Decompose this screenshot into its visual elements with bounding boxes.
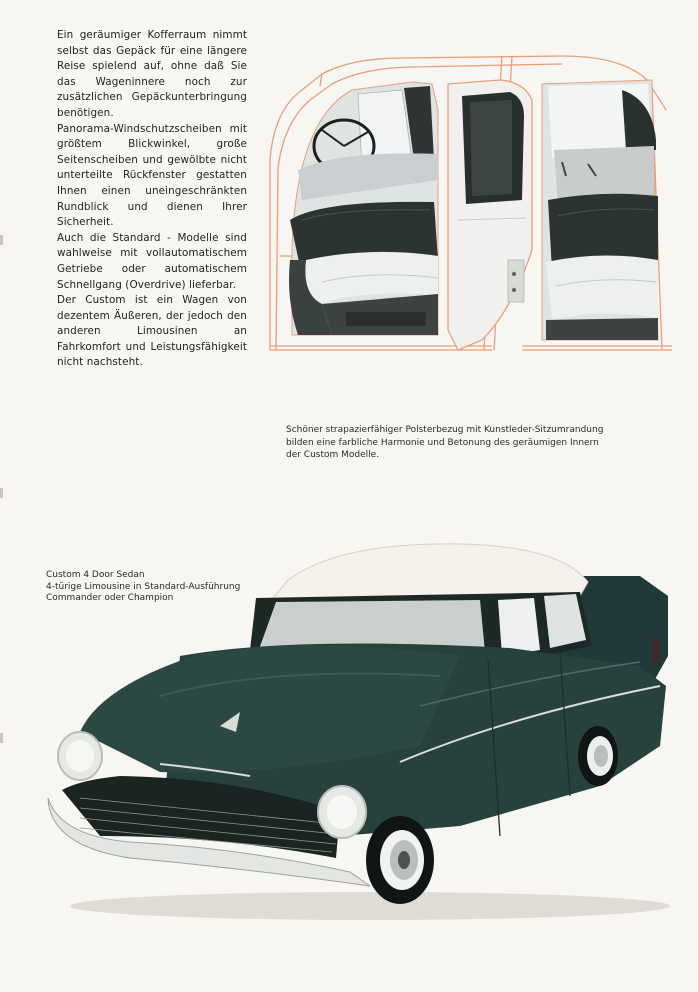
front-interior — [289, 82, 438, 335]
headlight-right-icon — [318, 786, 366, 838]
interior-caption-line: bilden eine farbliche Harmonie und Betonung des geräumigen Innern — [286, 437, 599, 448]
body-text — [57, 28, 247, 371]
paragraph-transmission: Auch die Standard - Modelle sind wahlweise mit vollautomatischem Getriebe oder automatischem Schnellgang (Overdrive) lieferbar. — [57, 231, 247, 291]
front-wheel-icon — [366, 816, 434, 904]
binding-mark — [0, 235, 3, 245]
interior-caption-line: der Custom Modelle. — [286, 450, 380, 461]
headlight-left-icon — [58, 732, 102, 780]
binding-mark — [0, 488, 3, 498]
car-caption-variants: Commander oder Champion — [46, 593, 174, 603]
interior-caption — [286, 424, 686, 462]
rear-wheel-icon — [578, 726, 618, 786]
interior-illustration — [262, 50, 680, 390]
rear-door-window — [498, 598, 540, 656]
binding-mark — [0, 733, 3, 743]
paragraph-trunk: Ein geräumiger Kofferraum nimmt selbst das Gepäck für eine längere Reise spielend auf, ohne daß Sie das Wageninnere noch zur zusätzlichen Gepäckunterbringung benötigen. — [57, 29, 247, 119]
car-shadow — [70, 892, 670, 920]
paragraph-custom: Der Custom ist ein Wagen von dezentem Äußeren, der jedoch den anderen Limousinen an Fahrkomfort und Leistungsfähigkeit nicht nachsteht. — [57, 294, 247, 369]
car-caption-model: Custom 4 Door Sedan — [46, 570, 145, 580]
rear-interior — [542, 80, 658, 340]
sedan-illustration — [40, 536, 680, 936]
car-caption-description: 4-türige Limousine in Standard-Ausführung — [46, 581, 241, 592]
interior-caption-line: Schöner strapazierfähiger Polsterbezug mit Kunstleder-Sitzumrandung — [286, 425, 604, 435]
open-door — [448, 80, 532, 350]
tail-light — [652, 638, 660, 664]
paragraph-windows: Panorama-Windschutzscheiben mit größtem Blickwinkel, große Seitenscheiben und gewölbte nicht unterteilte Rückfenster gestatten Ihnen einen uneingeschränkten Rundblick und dienen Ihrer Sicherheit. — [57, 122, 247, 229]
